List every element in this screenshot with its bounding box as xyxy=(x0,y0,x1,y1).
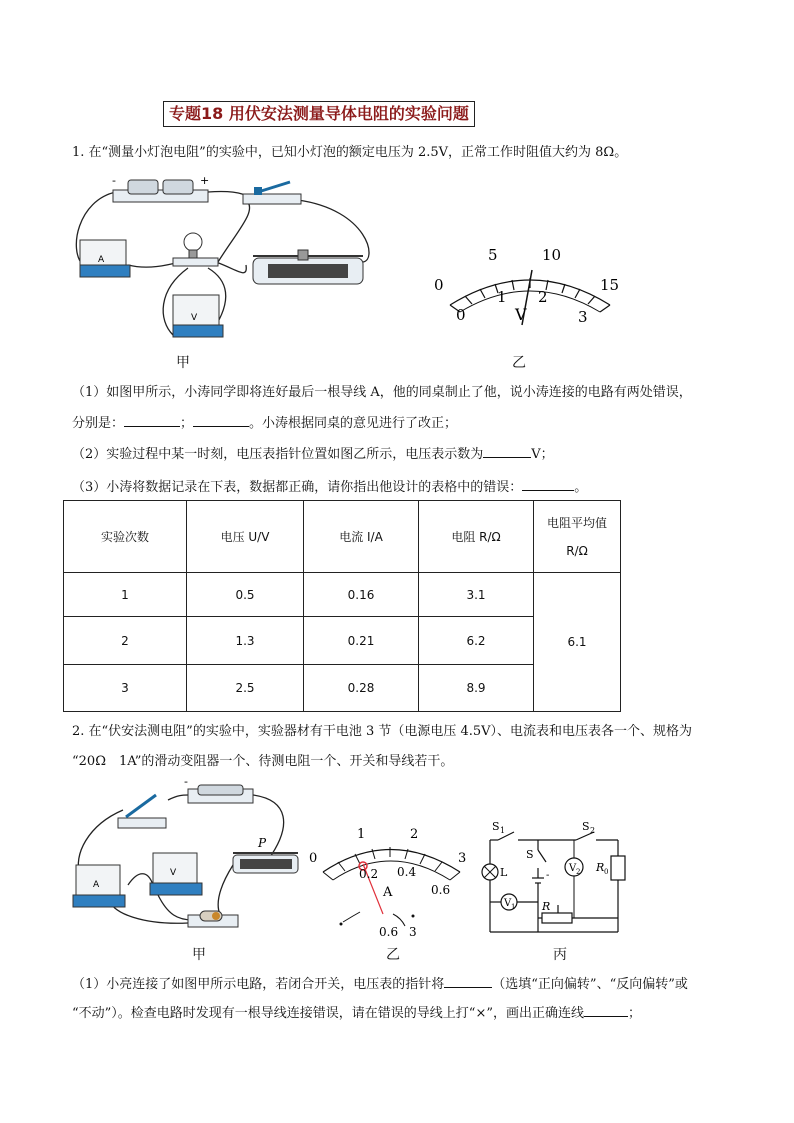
answer-blank xyxy=(522,476,574,491)
page-title: 专题18 用伏安法测量导体电阻的实验问题 xyxy=(163,101,475,127)
q2-fig-jia-caption: 甲 xyxy=(192,947,206,963)
q1-p1-line2-a: 分别是： xyxy=(72,416,125,431)
battery-icon xyxy=(112,174,209,202)
svg-text:-: - xyxy=(184,775,188,788)
svg-text:R: R xyxy=(596,861,605,874)
resistor-icon xyxy=(188,911,238,927)
q2-p1-line2-a: “不动”）。检查电路时发现有一根导线连接错误，请在错误的导线上打“×”，画出正确连线 xyxy=(72,1006,584,1021)
q1-p1-line1: （1）如图甲所示，小涛同学即将连好最后一根导线 A，他的同桌制止了他，说小涛连接的电路有两处错误， xyxy=(72,385,692,400)
q2-fig-bing-caption: 丙 xyxy=(553,947,567,963)
q1-intro: 1. 在“测量小灯泡电阻”的实验中，已知小灯泡的额定电压为 2.5V，正常工作时阻值大约为 8Ω。 xyxy=(72,145,628,160)
svg-text:0.6: 0.6 xyxy=(431,883,451,897)
svg-text:L: L xyxy=(500,866,508,879)
q2-p1-line1-a: （1）小亮连接了如图甲所示电路，若闭合开关，电压表的指针将 xyxy=(72,977,445,992)
table-header: 电流 I/A xyxy=(304,501,419,573)
q1-p2-a: （2）实验过程中某一时刻，电压表指针位置如图乙所示，电压表示数为 xyxy=(72,447,484,462)
svg-text:A: A xyxy=(383,885,393,900)
svg-text:A: A xyxy=(98,255,105,265)
svg-text:P: P xyxy=(258,836,267,850)
svg-text:2: 2 xyxy=(576,868,581,876)
svg-text:0: 0 xyxy=(456,306,466,324)
svg-text:10: 10 xyxy=(542,246,562,264)
q1-p2-b: V； xyxy=(531,447,554,462)
svg-text:A: A xyxy=(93,880,100,890)
svg-text:2: 2 xyxy=(410,827,419,842)
q1-fig-yi-caption: 乙 xyxy=(512,355,526,371)
table-row: 3 2.5 0.28 8.9 xyxy=(64,665,621,712)
svg-text:1: 1 xyxy=(497,288,507,306)
q2-line2: “20Ω 1A”的滑动变阻器一个、待测电阻一个、开关和导线若干。 xyxy=(72,754,454,769)
svg-text:3: 3 xyxy=(458,851,467,866)
svg-text:V: V xyxy=(191,313,198,323)
svg-text:0: 0 xyxy=(604,868,609,876)
q1-p3-b: 。 xyxy=(574,480,588,495)
switch-icon xyxy=(118,795,166,828)
svg-text:S: S xyxy=(582,820,590,833)
svg-text:0: 0 xyxy=(309,851,318,866)
svg-text:+: + xyxy=(200,174,210,187)
ammeter-icon xyxy=(73,865,125,907)
svg-text:2: 2 xyxy=(538,288,548,306)
table-row: 1 0.5 0.16 3.1 6.1 xyxy=(64,573,621,617)
ammeter-icon xyxy=(80,240,130,277)
q2-circuit-figure xyxy=(68,775,308,945)
q1-p1-sep: ； xyxy=(180,416,194,431)
q1-p3-a: （3）小涛将数据记录在下表，数据都正确，请你指出他设计的表格中的错误： xyxy=(72,480,523,495)
q2-ammeter-dial xyxy=(305,822,480,942)
table-header: 电压 U/V xyxy=(187,501,304,573)
svg-text:0.6: 0.6 xyxy=(379,925,399,939)
q1-circuit-figure xyxy=(68,170,388,370)
svg-text:0: 0 xyxy=(434,276,444,294)
answer-blank xyxy=(193,412,249,427)
svg-text:15: 15 xyxy=(600,276,620,294)
svg-text:-: - xyxy=(546,870,550,881)
svg-text:2: 2 xyxy=(590,826,596,835)
q2-fig-yi-caption: 乙 xyxy=(386,947,400,963)
q1-p1-line2-b: 。小涛根据同桌的意见进行了改正； xyxy=(249,416,458,431)
table-header: 电阻 R/Ω xyxy=(419,501,534,573)
voltmeter-icon xyxy=(173,295,223,337)
svg-text:1: 1 xyxy=(511,903,516,911)
switch-icon xyxy=(243,182,301,204)
answer-blank xyxy=(444,973,492,988)
svg-text:V: V xyxy=(170,868,177,878)
table-header: 电阻平均值 R/Ω xyxy=(534,501,621,573)
q2-p1-line2-b: ； xyxy=(627,1006,641,1021)
voltmeter-icon xyxy=(150,853,202,895)
q2-p1-line1-b: （选填“正向偏转”、“反向偏转”或 xyxy=(492,977,688,992)
svg-text:R: R xyxy=(542,900,551,913)
svg-text:V: V xyxy=(515,305,527,324)
svg-text:1: 1 xyxy=(357,827,366,842)
table-row: 2 1.3 0.21 6.2 xyxy=(64,617,621,665)
svg-text:3: 3 xyxy=(578,308,588,326)
rheostat-icon xyxy=(233,836,298,873)
q1-voltmeter-dial xyxy=(420,240,640,350)
data-table xyxy=(63,500,621,712)
svg-text:V: V xyxy=(569,863,577,874)
bulb-icon xyxy=(173,233,218,266)
svg-text:S: S xyxy=(492,820,500,833)
answer-blank xyxy=(483,443,531,458)
average-cell: 6.1 xyxy=(534,573,621,712)
answer-blank xyxy=(124,412,180,427)
svg-text:3: 3 xyxy=(409,925,417,939)
answer-blank xyxy=(584,1002,628,1017)
svg-text:0.4: 0.4 xyxy=(397,865,417,879)
svg-text:-: - xyxy=(112,174,116,187)
rheostat-icon xyxy=(253,250,363,284)
svg-text:0.2: 0.2 xyxy=(359,867,379,881)
svg-text:S: S xyxy=(526,848,534,861)
q1-fig-jia-caption: 甲 xyxy=(176,355,190,371)
svg-text:1: 1 xyxy=(500,826,506,835)
table-header: 实验次数 xyxy=(64,501,187,573)
q2-line1: 2. 在“伏安法测电阻”的实验中，实验器材有干电池 3 节（电源电压 4.5V）、电流表和电压表各一个、规格为 xyxy=(72,724,693,739)
svg-text:V: V xyxy=(504,898,512,909)
battery-icon xyxy=(184,775,253,803)
svg-text:5: 5 xyxy=(488,246,498,264)
q2-circuit-diagram xyxy=(478,820,628,940)
